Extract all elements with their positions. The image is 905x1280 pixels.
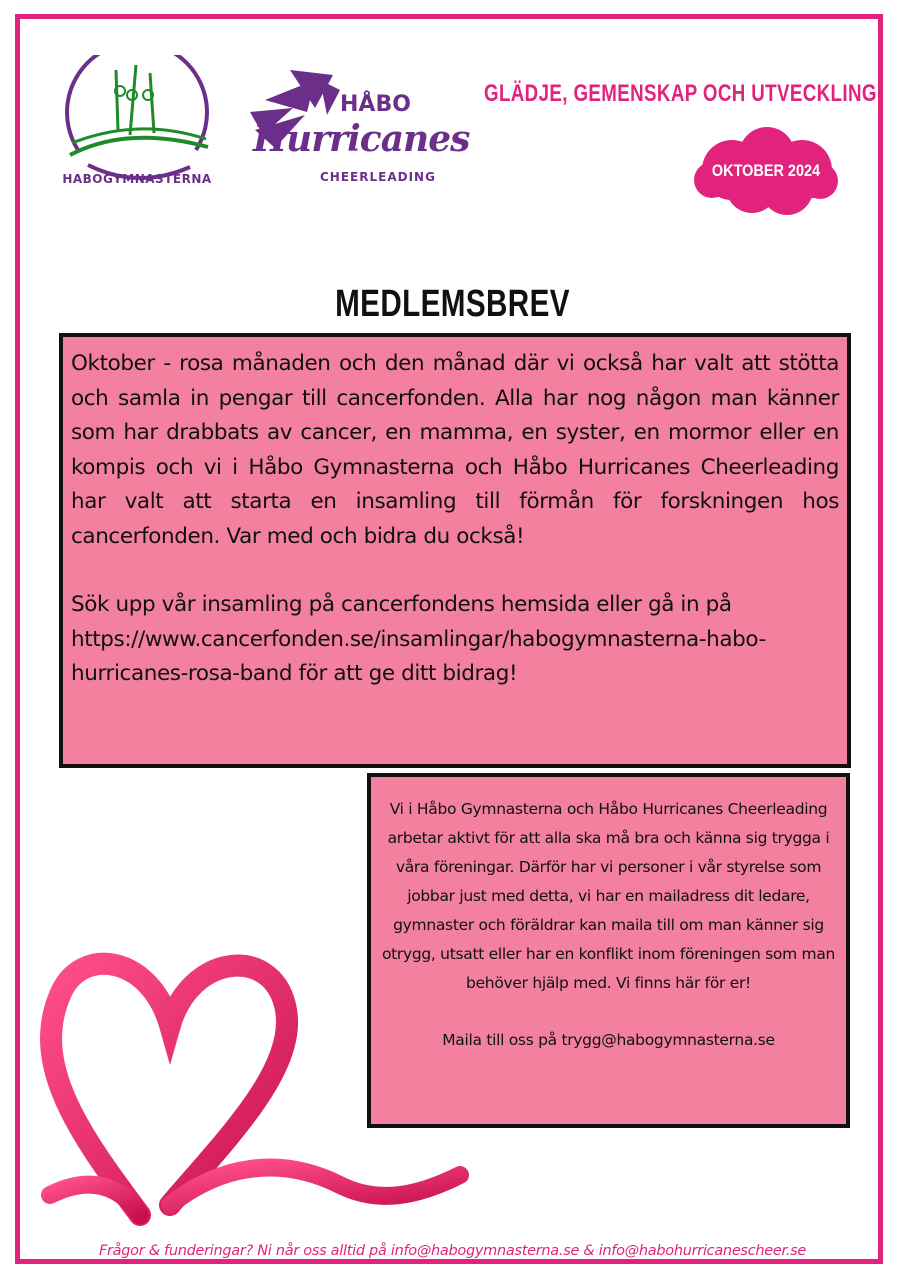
logo-hurricanes-text: Hurricanes xyxy=(253,118,470,160)
safety-mail: Maila till oss på trygg@habogymnasterna.se xyxy=(442,1031,775,1049)
logo-habo-text: HÅBO xyxy=(340,92,411,117)
habogymnasterna-logo-text: HABOGYMNASTERNA xyxy=(62,172,212,186)
page-title: MEDLEMSBREV xyxy=(335,283,570,325)
tagline: GLÄDJE, GEMENSKAP OCH UTVECKLING! xyxy=(484,80,884,107)
habo-hurricanes-logo xyxy=(245,60,470,190)
fundraiser-box xyxy=(59,333,851,768)
safety-paragraph: Vi i Håbo Gymnasterna och Håbo Hurricanes Cheerleading arbetar aktivt för att alla ska må bra och känna sig trygga i våra föreningar. Därför har vi personer i vår styrelse som jobbar just med detta, vi har en mailadress dit ledare, gymnaster och föräldrar kan maila till om man känner sig otrygg, utsatt eller har en konflikt inom föreningen som man behöver hjälp med. Vi finns här för er! xyxy=(381,800,836,992)
footer-contact: Frågor & funderingar? Ni når oss alltid på info@habogymnasterna.se & info@habohurricanescheer.se xyxy=(98,1243,807,1259)
logo-cheerleading-text: CHEERLEADING xyxy=(320,170,436,184)
habogymnasterna-logo xyxy=(58,55,216,200)
date-badge xyxy=(692,125,840,220)
date-badge-text: OKTOBER 2024 xyxy=(711,161,821,180)
pink-ribbon-heart-icon xyxy=(20,915,480,1235)
fundraiser-link-paragraph: Sök upp vår insamling på cancerfondens hemsida eller gå in på https://www.cancerfonden.se/insamlingar/habogymnasterna-habo-hurricanes-rosa-band för att ge ditt bidrag! xyxy=(71,592,766,686)
fundraiser-paragraph: Oktober - rosa månaden och den månad där vi också har valt att stötta och samla in pengar till cancerfonden. Alla har nog någon man känner som har drabbats av cancer, en mamma, en syster, en mormor eller en kompis och vi i Håbo Gymnasterna och Håbo Hurricanes Cheerleading har valt att starta en insamling till förmån för forskningen hos cancerfonden. Var med och bidra du också! xyxy=(71,351,839,549)
